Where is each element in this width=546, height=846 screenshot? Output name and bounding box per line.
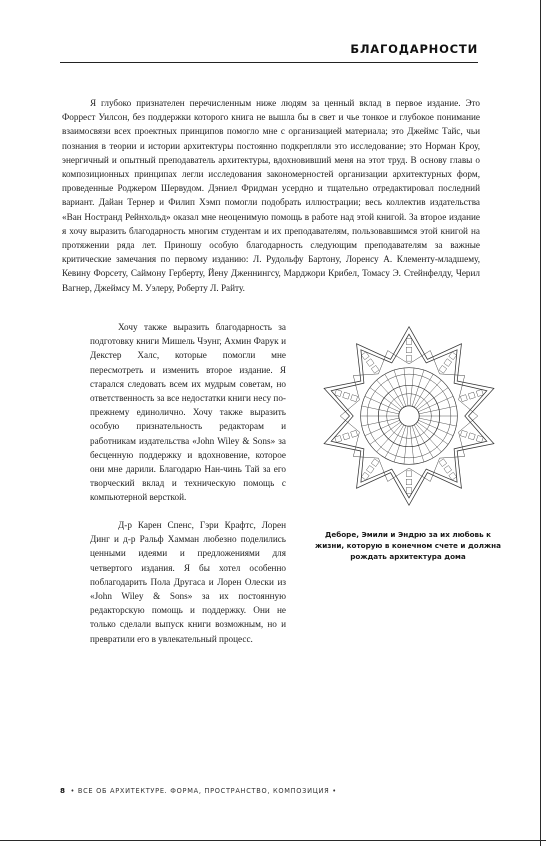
bastion-building (371, 365, 379, 373)
page-footer (60, 786, 337, 795)
bastion-building (406, 479, 412, 485)
radial-street (370, 422, 401, 444)
bastion-building (406, 339, 412, 345)
bastion-building (468, 433, 475, 440)
bastion-building (460, 430, 467, 437)
bastion-building (406, 356, 412, 362)
page-number: 8 (60, 786, 66, 795)
bastion-building (366, 465, 374, 473)
bastion-building (444, 359, 452, 367)
bastion-building (351, 395, 358, 402)
bastion-building (468, 392, 475, 399)
radial-street (385, 425, 404, 458)
inner-star-outline (331, 334, 487, 498)
paragraph-acknowledgements-second-edition: Хочу также выразить благодарность за подготовку книги Мишель Чэунг, Ахмин Фарук и Декстер Халс, которые помогли мне пересмотреть и изменить второе издание. Я старался следовать всем их мудрым советам, но ответственность за все недостатки книги несу по-прежнему единолично. Хочу также выразить особую признательность редакторам и работникам издательства «John Wiley & Sons» за бесценную поддержку и вдохновение, которое они мне дарили. Благодарю Нан-чинь Тай за его творческий вклад и техническую помощь с компьютерной версткой. (90, 322, 286, 503)
paragraph-acknowledgements-first-edition: Я глубоко признателен перечисленным ниже людям за ценный вклад в первое издание. Это Форрест Уилсон, без поддержки которого книга не вышла бы в свет и чье тонкое и глубокое понимание взаимосвязи всех проектных принципов помогло мне с организацией материала; это Джеймс Тайс, чьи познания в теории и истории архитектуры постоянно подкрепляли это исследование; это Норман Кроу, энергичный и опытный преподаватель архитектуры, вдохновивший меня на этот труд. В основу главы о композиционных принципах легли исследования закономерностей организации архитектурных форм, проведенные Роджером Шервудом. Дэниел Фридман усердно и тщательно отредактировал последний вариант. Дайан Тернер и Филип Хэмп помогли подобрать иллюстрации; весь коллектив издательства «Ван Ностранд Рейнхольд» оказал мне неоценимую помощь в работе над этой книгой. За второе издание я хочу выразить благодарность многим студентам и их преподавателям, пользовавшимся этой книгой на протяжении ряда лет. Приношу особую благодарность следующим преподавателям за важные критические замечания по первому изданию: Л. Рудольфу Бартону, Лоренсу А. Клементу-младшему, Кевину Форсету, Саймону Герберту, Йену Дженнингсу, Марджори Крибел, Томасу Э. Стейнфелду, Черил Вагнер, Джеймсу М. Уэлеру, Роберту Л. Райту. (62, 98, 480, 293)
bastion-building (406, 471, 412, 477)
radial-street (365, 420, 400, 436)
bastion-building (406, 488, 412, 494)
bastion-building (371, 459, 379, 467)
radial-street (404, 426, 408, 464)
star-fortress-plan-illustration (316, 323, 502, 509)
running-title: • ВСЕ ОБ АРХИТЕКТУРЕ. ФОРМА, ПРОСТРАНСТВО, КОМПОЗИЦИЯ • (70, 787, 337, 795)
figure-caption: Деборе, Эмили и Эндрю за их любовь к жизни, которую в конечном счете и должна рождать архитектура дома (315, 530, 501, 561)
radial-street (385, 374, 404, 407)
paragraph-acknowledgements-fourth-edition: Д-р Карен Спенс, Гэри Крафтс, Лорен Динг и д-р Ральф Хамман любезно поделились ценными идеями и предложениями для четвертого издания. Я бы хотел особенно поблагодарить Пола Другаса и Лорен Олески из «John Wiley & Sons» за их постоянную редакторскую помощь и поддержку. Они не только сделали выпуск книги возможным, но и превратили его в увлекательный процесс. (90, 520, 286, 644)
radial-street (418, 420, 453, 436)
title-rule (60, 62, 478, 63)
bastion-building (439, 459, 447, 467)
bastion-building (444, 465, 452, 473)
page-border-right (540, 0, 541, 846)
radial-street (417, 388, 448, 410)
radial-street (418, 396, 453, 412)
radial-street (414, 374, 433, 407)
bastion-building (343, 433, 350, 440)
page-border-bottom (0, 840, 546, 841)
radial-street (404, 368, 408, 406)
bastion-building (460, 395, 467, 402)
outer-star-outline (324, 327, 494, 506)
section-title: БЛАГОДАРНОСТИ (350, 42, 478, 56)
bastion-building (351, 430, 358, 437)
central-court (399, 406, 419, 426)
radial-street (410, 368, 414, 406)
bastion-building (406, 347, 412, 353)
bastion-building (439, 365, 447, 373)
radial-street (417, 422, 448, 444)
radial-street (410, 426, 414, 464)
radial-street (414, 425, 433, 458)
radial-street (370, 388, 401, 410)
bastion-building (343, 392, 350, 399)
bastion-building (366, 359, 374, 367)
radial-street (365, 396, 400, 412)
